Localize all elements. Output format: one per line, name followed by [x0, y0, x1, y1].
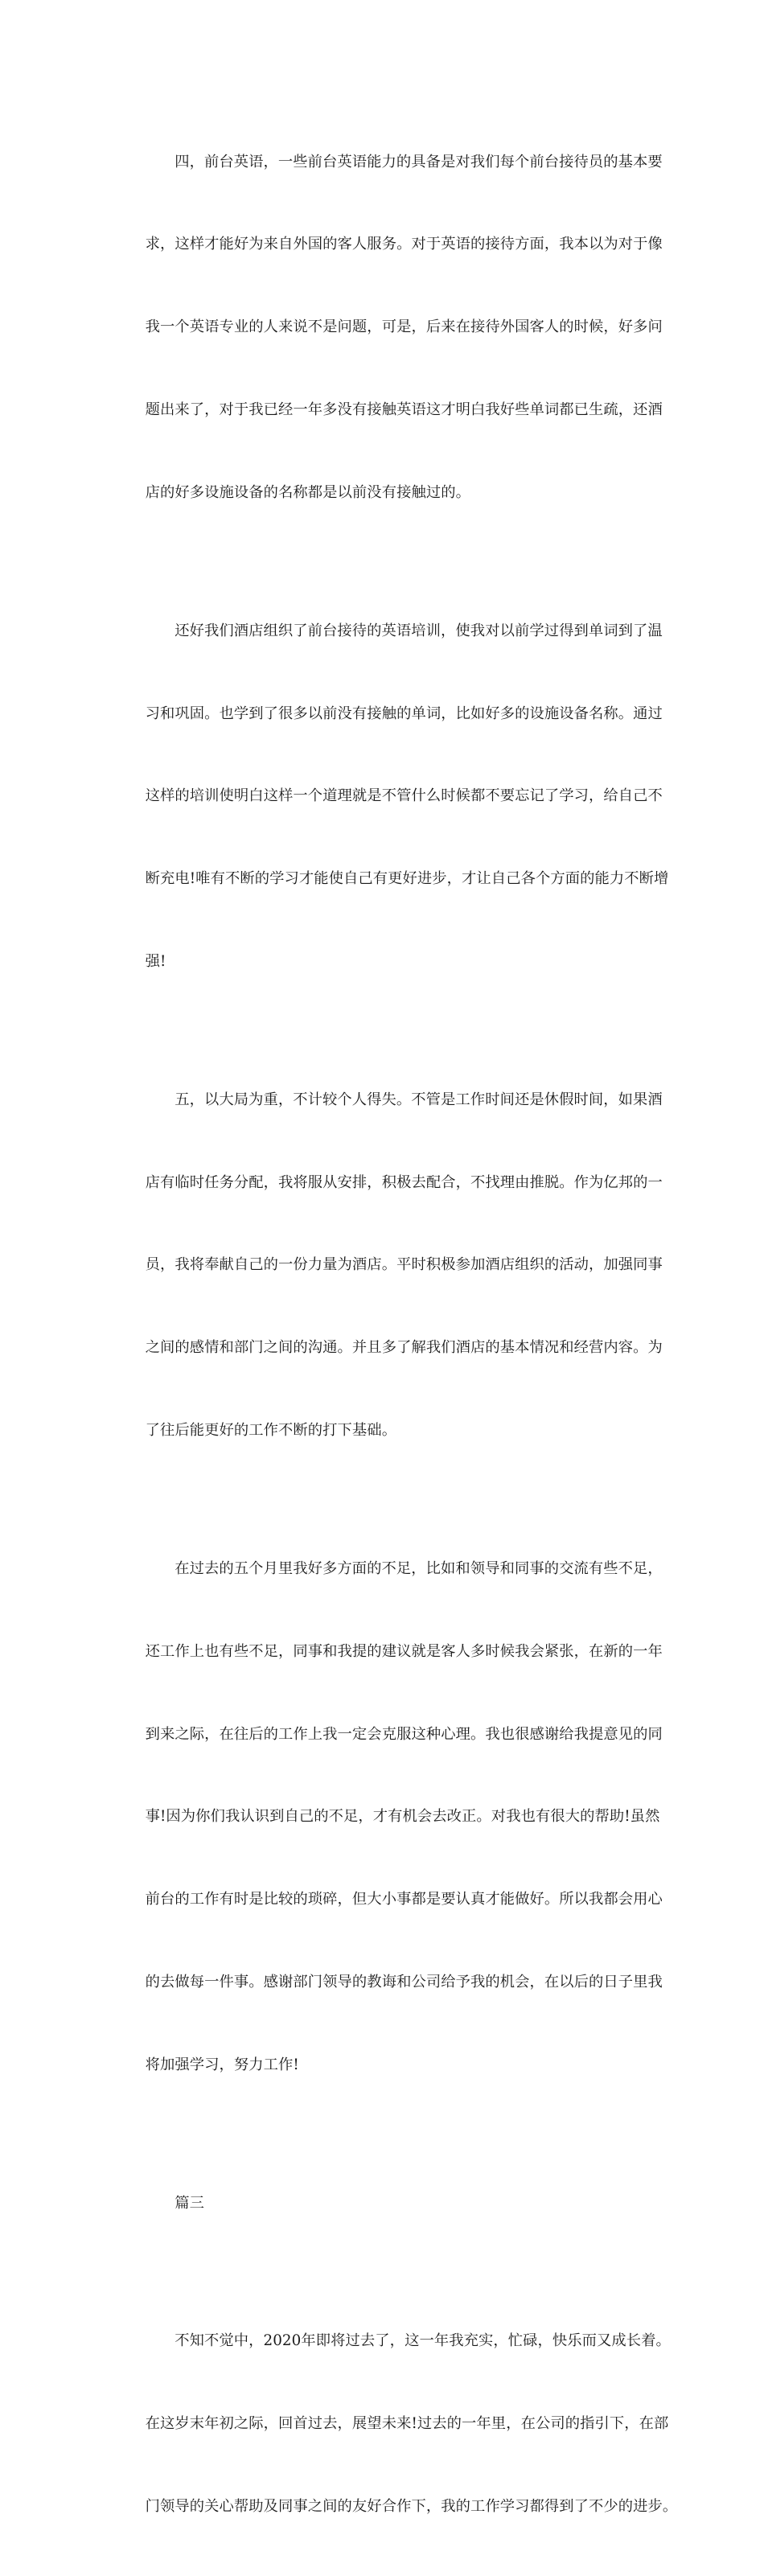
text-line: 强! — [145, 953, 166, 971]
text-line: 还好我们酒店组织了前台接待的英语培训，使我对以前学过得到单词到了温 — [175, 622, 663, 639]
text-line: 我一个英语专业的人来说不是问题，可是，后来在接待外国客人的时候，好多问 — [145, 318, 663, 336]
text-line: 五，以大局为重，不计较个人得失。不管是工作时间还是休假时间，如果酒 — [175, 1091, 663, 1108]
text-line: 将加强学习，努力工作! — [145, 2056, 299, 2074]
text-line: 员，我将奉献自己的一份力量为酒店。平时积极参加酒店组织的活动，加强同事 — [145, 1256, 663, 1274]
text-line: 不知不觉中，2020年即将过去了，这一年我充实，忙碌，快乐而又成长着。 — [175, 2332, 671, 2350]
text-line: 求，这样才能好为来自外国的客人服务。对于英语的接待方面，我本以为对于像 — [145, 236, 663, 253]
text-line: 门领导的关心帮助及同事之间的友好合作下，我的工作学习都得到了不少的进步。 — [145, 2497, 678, 2515]
paragraph-shortcomings — [116, 1500, 663, 2134]
text-line: 店的好多设施设备的名称都是以前没有接触过的。 — [145, 484, 470, 502]
text-line: 前台的工作有时是比较的琐碎，但大小事都是要认真才能做好。所以我都会用心 — [145, 1891, 663, 1908]
section-heading: 篇三 — [175, 2194, 204, 2212]
paragraph-big-picture — [116, 1031, 663, 1500]
text-line: 之间的感情和部门之间的沟通。并且多了解我们酒店的基本情况和经营内容。为 — [145, 1339, 663, 1357]
text-line: 事!因为你们我认识到自己的不足，才有机会去改正。对我也有很大的帮助!虽然 — [145, 1808, 660, 1826]
text-line: 还工作上也有些不足，同事和我提的建议就是客人多时候我会紧张，在新的一年 — [145, 1642, 663, 1660]
text-line: 在这岁末年初之际，回首过去，展望未来!过去的一年里，在公司的指引下，在部 — [145, 2414, 669, 2432]
text-line: 在过去的五个月里我好多方面的不足，比如和领导和同事的交流有些不足， — [175, 1559, 663, 1577]
text-line: 断充电!唯有不断的学习才能使自己有更好进步，才让自己各个方面的能力不断增 — [145, 870, 669, 888]
text-line: 到来之际，在往后的工作上我一定会克服这种心理。我也很感谢给我提意见的同 — [145, 1725, 663, 1743]
paragraph-year-review — [116, 2272, 678, 2575]
text-line: 四，前台英语，一些前台英语能力的具备是对我们每个前台接待员的基本要 — [175, 153, 663, 171]
section-heading-part-three — [116, 2134, 659, 2272]
text-line: 的去做每一件事。感谢部门领导的教诲和公司给予我的机会，在以后的日子里我 — [145, 1974, 663, 1991]
paragraph-english-training — [116, 562, 669, 1031]
text-line: 题出来了，对于我已经一年多没有接触英语这才明白我好些单词都已生疏，还酒 — [145, 401, 663, 419]
text-line: 这样的培训使明白这样一个道理就是不管什么时候都不要忘记了学习，给自己不 — [145, 787, 663, 805]
document-body — [116, 93, 678, 2576]
text-line: 店有临时任务分配，我将服从安排，积极去配合，不找理由推脱。作为亿邦的一 — [145, 1173, 663, 1191]
text-line: 习和巩固。也学到了很多以前没有接触的单词，比如好多的设施设备名称。通过 — [145, 705, 663, 722]
text-line: 了往后能更好的工作不断的打下基础。 — [145, 1422, 397, 1440]
paragraph-front-desk-english — [116, 93, 663, 562]
